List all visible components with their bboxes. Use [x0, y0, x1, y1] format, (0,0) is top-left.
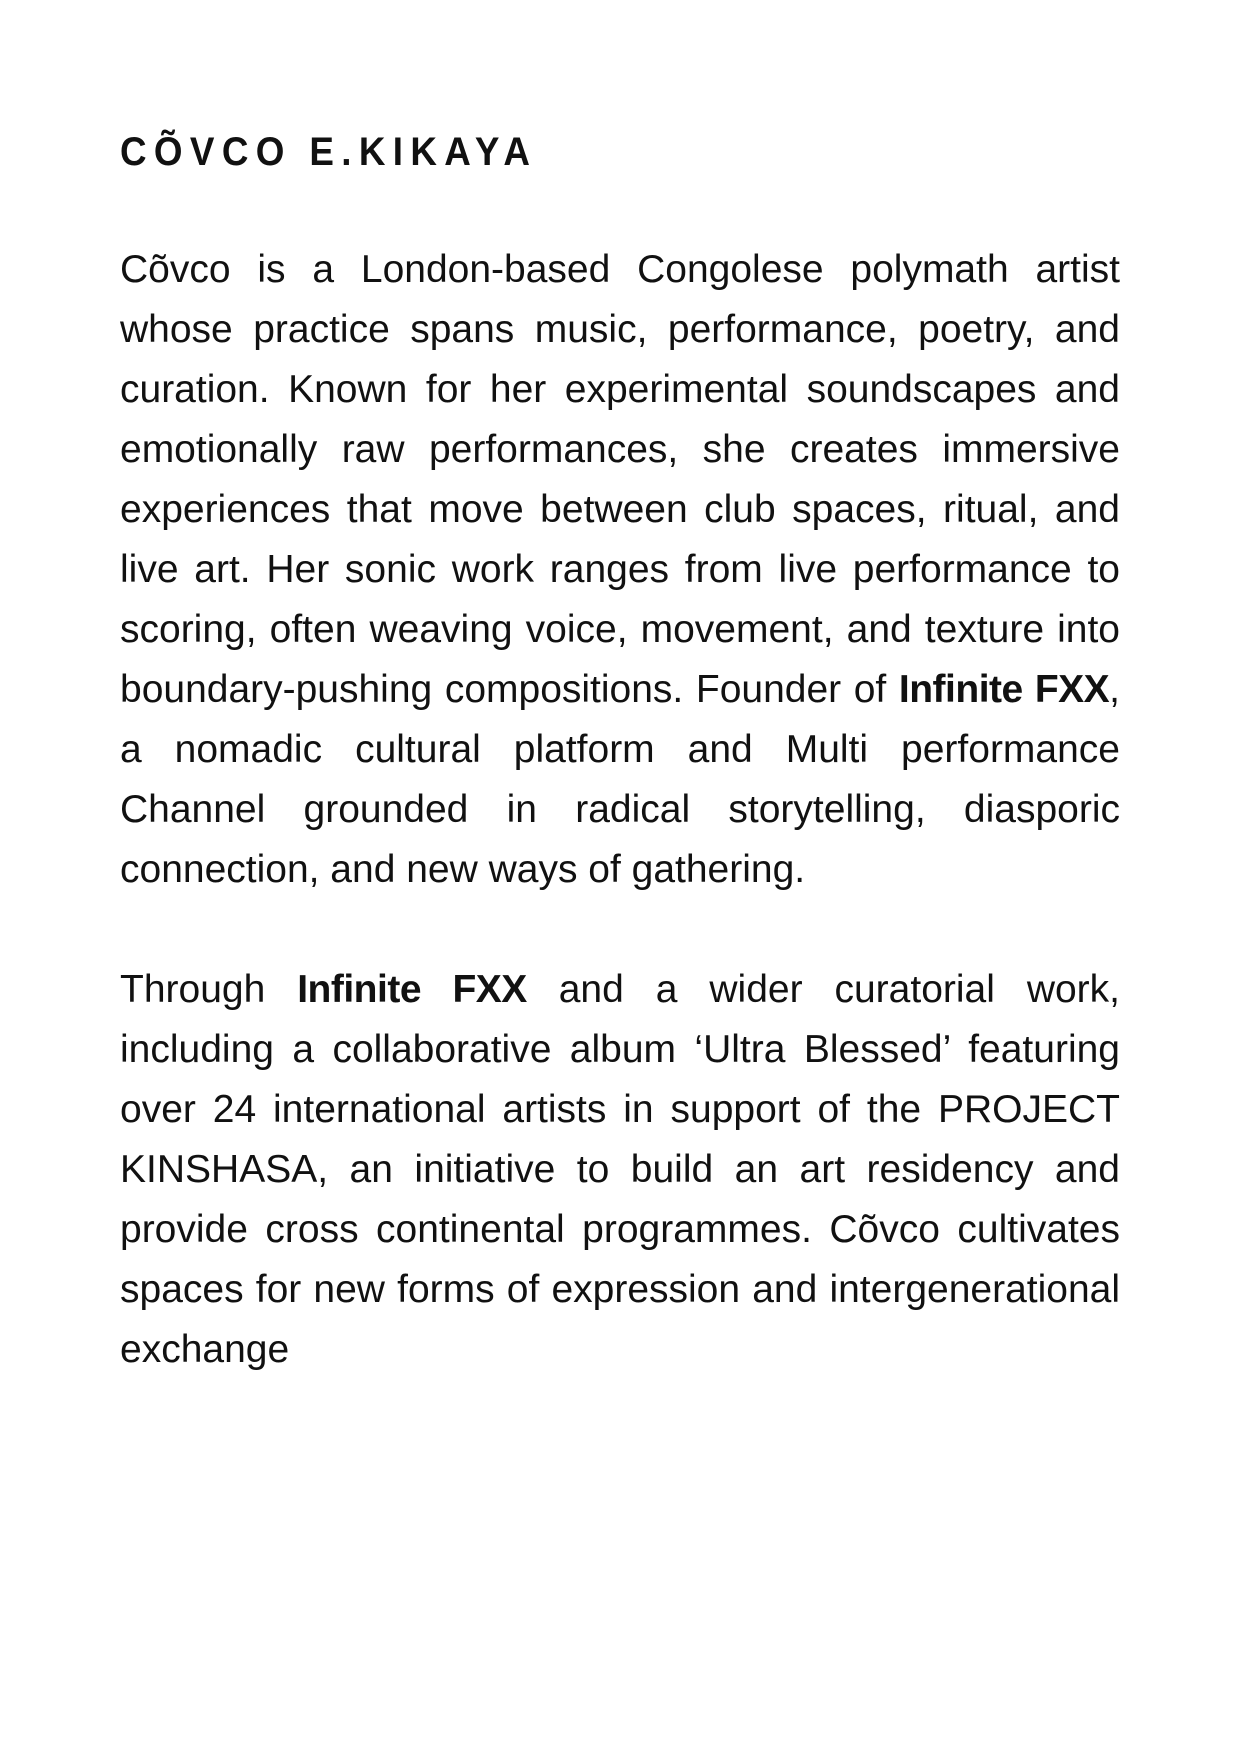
brand-name-infinite-fxx: Infinite FXX: [898, 668, 1110, 711]
bio-paragraph-2-text-b: and a wider curatorial work, including a collaborative album ‘Ultra Blessed’ featuring over 24 international artists in support of the PROJECT KINSHASA, an initiative to build an art residency and provide cross continental programmes. Cõvco cultivates spaces for new forms of expression and intergenerational exchange: [120, 968, 1121, 1371]
brand-name-infinite-fxx: Infinite FXX: [297, 968, 527, 1011]
bio-paragraph-2-text-a: Through: [120, 968, 298, 1011]
bio-paragraph-2: [120, 960, 1120, 1380]
bio-paragraph-1-text-b: , a nomadic cultural platform and Multi performance Channel grounded in radical storytelling, diasporic connection, and new ways of gathering.: [120, 668, 1121, 891]
bio-paragraph-1-text-a: Cõvco is a London-based Congolese polymath artist whose practice spans music, performance, poetry, and curation. Known for her experimental soundscapes and emotionally raw performances, she creates immersive experiences that move between club spaces, ritual, and live art. Her sonic work ranges from live performance to scoring, often weaving voice, movement, and texture into boundary-pushing compositions. Founder of: [120, 248, 1120, 711]
artist-name-title: CÕVCO E.KIKAYA: [120, 130, 538, 174]
bio-page: [120, 128, 1120, 1380]
bio-paragraph-1: [120, 240, 1120, 900]
